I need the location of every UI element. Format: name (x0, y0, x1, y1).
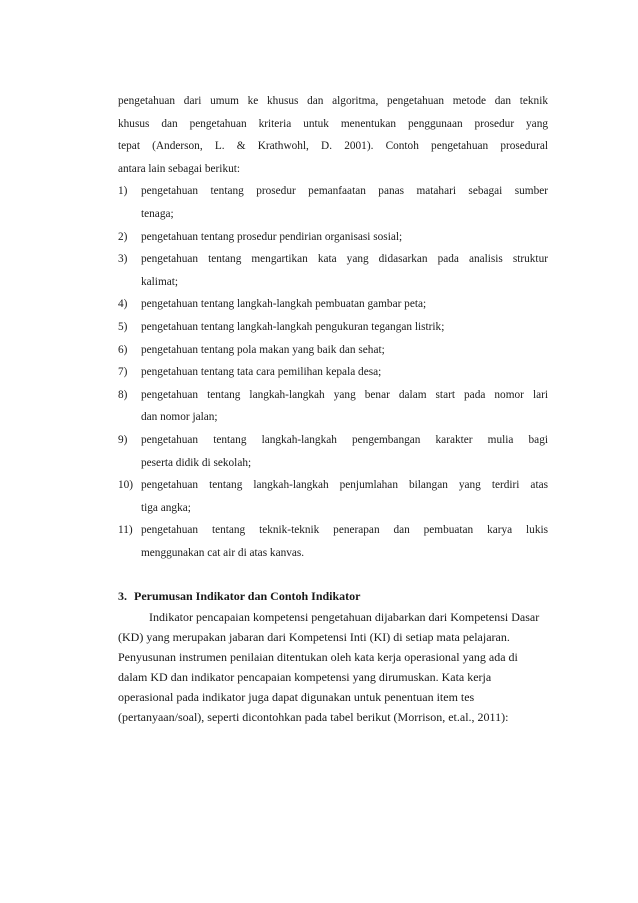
list-item (118, 361, 548, 384)
list-number: 8) (118, 388, 128, 401)
list-text: pengetahuan tentang prosedur pemanfaatan panas matahari sebagai sumber (141, 185, 548, 198)
list-number: 6) (118, 343, 128, 356)
document-page (118, 90, 548, 727)
list-number: 10) (118, 479, 134, 492)
list-number: 1) (118, 185, 128, 198)
list-text: pengetahuan tentang langkah-langkah pengembangan karakter mulia bagi (141, 433, 548, 446)
list-item (118, 180, 548, 225)
list-text: dan nomor jalan; (141, 411, 218, 424)
section-number: 3. (118, 589, 127, 604)
list-number: 7) (118, 366, 128, 379)
list-text: menggunakan cat air di atas kanvas. (141, 546, 305, 559)
intro-line: tepat (Anderson, L. & Krathwohl, D. 2001). Contoh pengetahuan prosedural (118, 140, 548, 153)
list-number: 5) (118, 320, 128, 333)
list-text: pengetahuan tentang langkah-langkah pembuatan gambar peta; (141, 298, 427, 311)
list-text: pengetahuan tentang mengartikan kata yang didasarkan pada analisis struktur (141, 253, 548, 266)
list-number: 11) (118, 524, 133, 537)
list-item (118, 248, 548, 293)
list-text: pengetahuan tentang langkah-langkah yang benar dalam start pada nomor lari (141, 388, 548, 401)
list-text: peserta didik di sekolah; (141, 456, 252, 469)
procedural-knowledge-list (118, 180, 548, 564)
intro-line: antara lain sebagai berikut: (118, 162, 241, 175)
list-item (118, 384, 548, 429)
list-number: 3) (118, 253, 128, 266)
list-number: 9) (118, 433, 128, 446)
list-text: pengetahuan tentang langkah-langkah pengukuran tegangan listrik; (141, 320, 445, 333)
list-text: pengetahuan tentang teknik-teknik penerapan dan pembuatan karya lukis (141, 524, 548, 537)
list-number: 4) (118, 298, 128, 311)
list-item (118, 226, 548, 249)
list-text: pengetahuan tentang tata cara pemilihan kepala desa; (141, 366, 382, 379)
list-text: pengetahuan tentang pola makan yang baik dan sehat; (141, 343, 385, 356)
list-text: tiga angka; (141, 501, 191, 514)
list-text: pengetahuan tentang langkah-langkah penjumlahan bilangan yang terdiri atas (141, 479, 548, 492)
intro-paragraph (118, 90, 548, 180)
intro-line: pengetahuan dari umum ke khusus dan algoritma, pengetahuan metode dan teknik (118, 95, 548, 107)
list-text: pengetahuan tentang prosedur pendirian organisasi sosial; (141, 230, 403, 243)
section-paragraph: Indikator pencapaian kompetensi pengetahuan dijabarkan dari Kompetensi Dasar (KD) yang merupakan jabaran dari Kompetensi Inti (KI) di setiap mata pelajaran. Penyusunan instrumen penilaian ditentukan oleh kata kerja operasional yang ada di dalam KD dan indikator pencapaian kompetensi yang dirumuskan. Kata kerja operasional pada indikator juga dapat digunakan untuk penentuan item tes (pertanyaan/soal), seperti dicontohkan pada tabel berikut (Morrison, et.al., 2011): (118, 610, 540, 725)
list-item (118, 519, 548, 564)
section-heading (118, 586, 548, 606)
section-title: Perumusan Indikator dan Contoh Indikator (134, 589, 361, 604)
list-item (118, 429, 548, 474)
list-text: tenaga; (141, 207, 174, 220)
list-item (118, 339, 548, 362)
list-item (118, 293, 548, 316)
section-indicator-formulation (118, 586, 548, 727)
intro-line: khusus dan pengetahuan kriteria untuk menentukan penggunaan prosedur yang (118, 117, 548, 130)
list-number: 2) (118, 230, 128, 243)
list-item (118, 316, 548, 339)
list-item (118, 474, 548, 519)
list-text: kalimat; (141, 275, 179, 288)
